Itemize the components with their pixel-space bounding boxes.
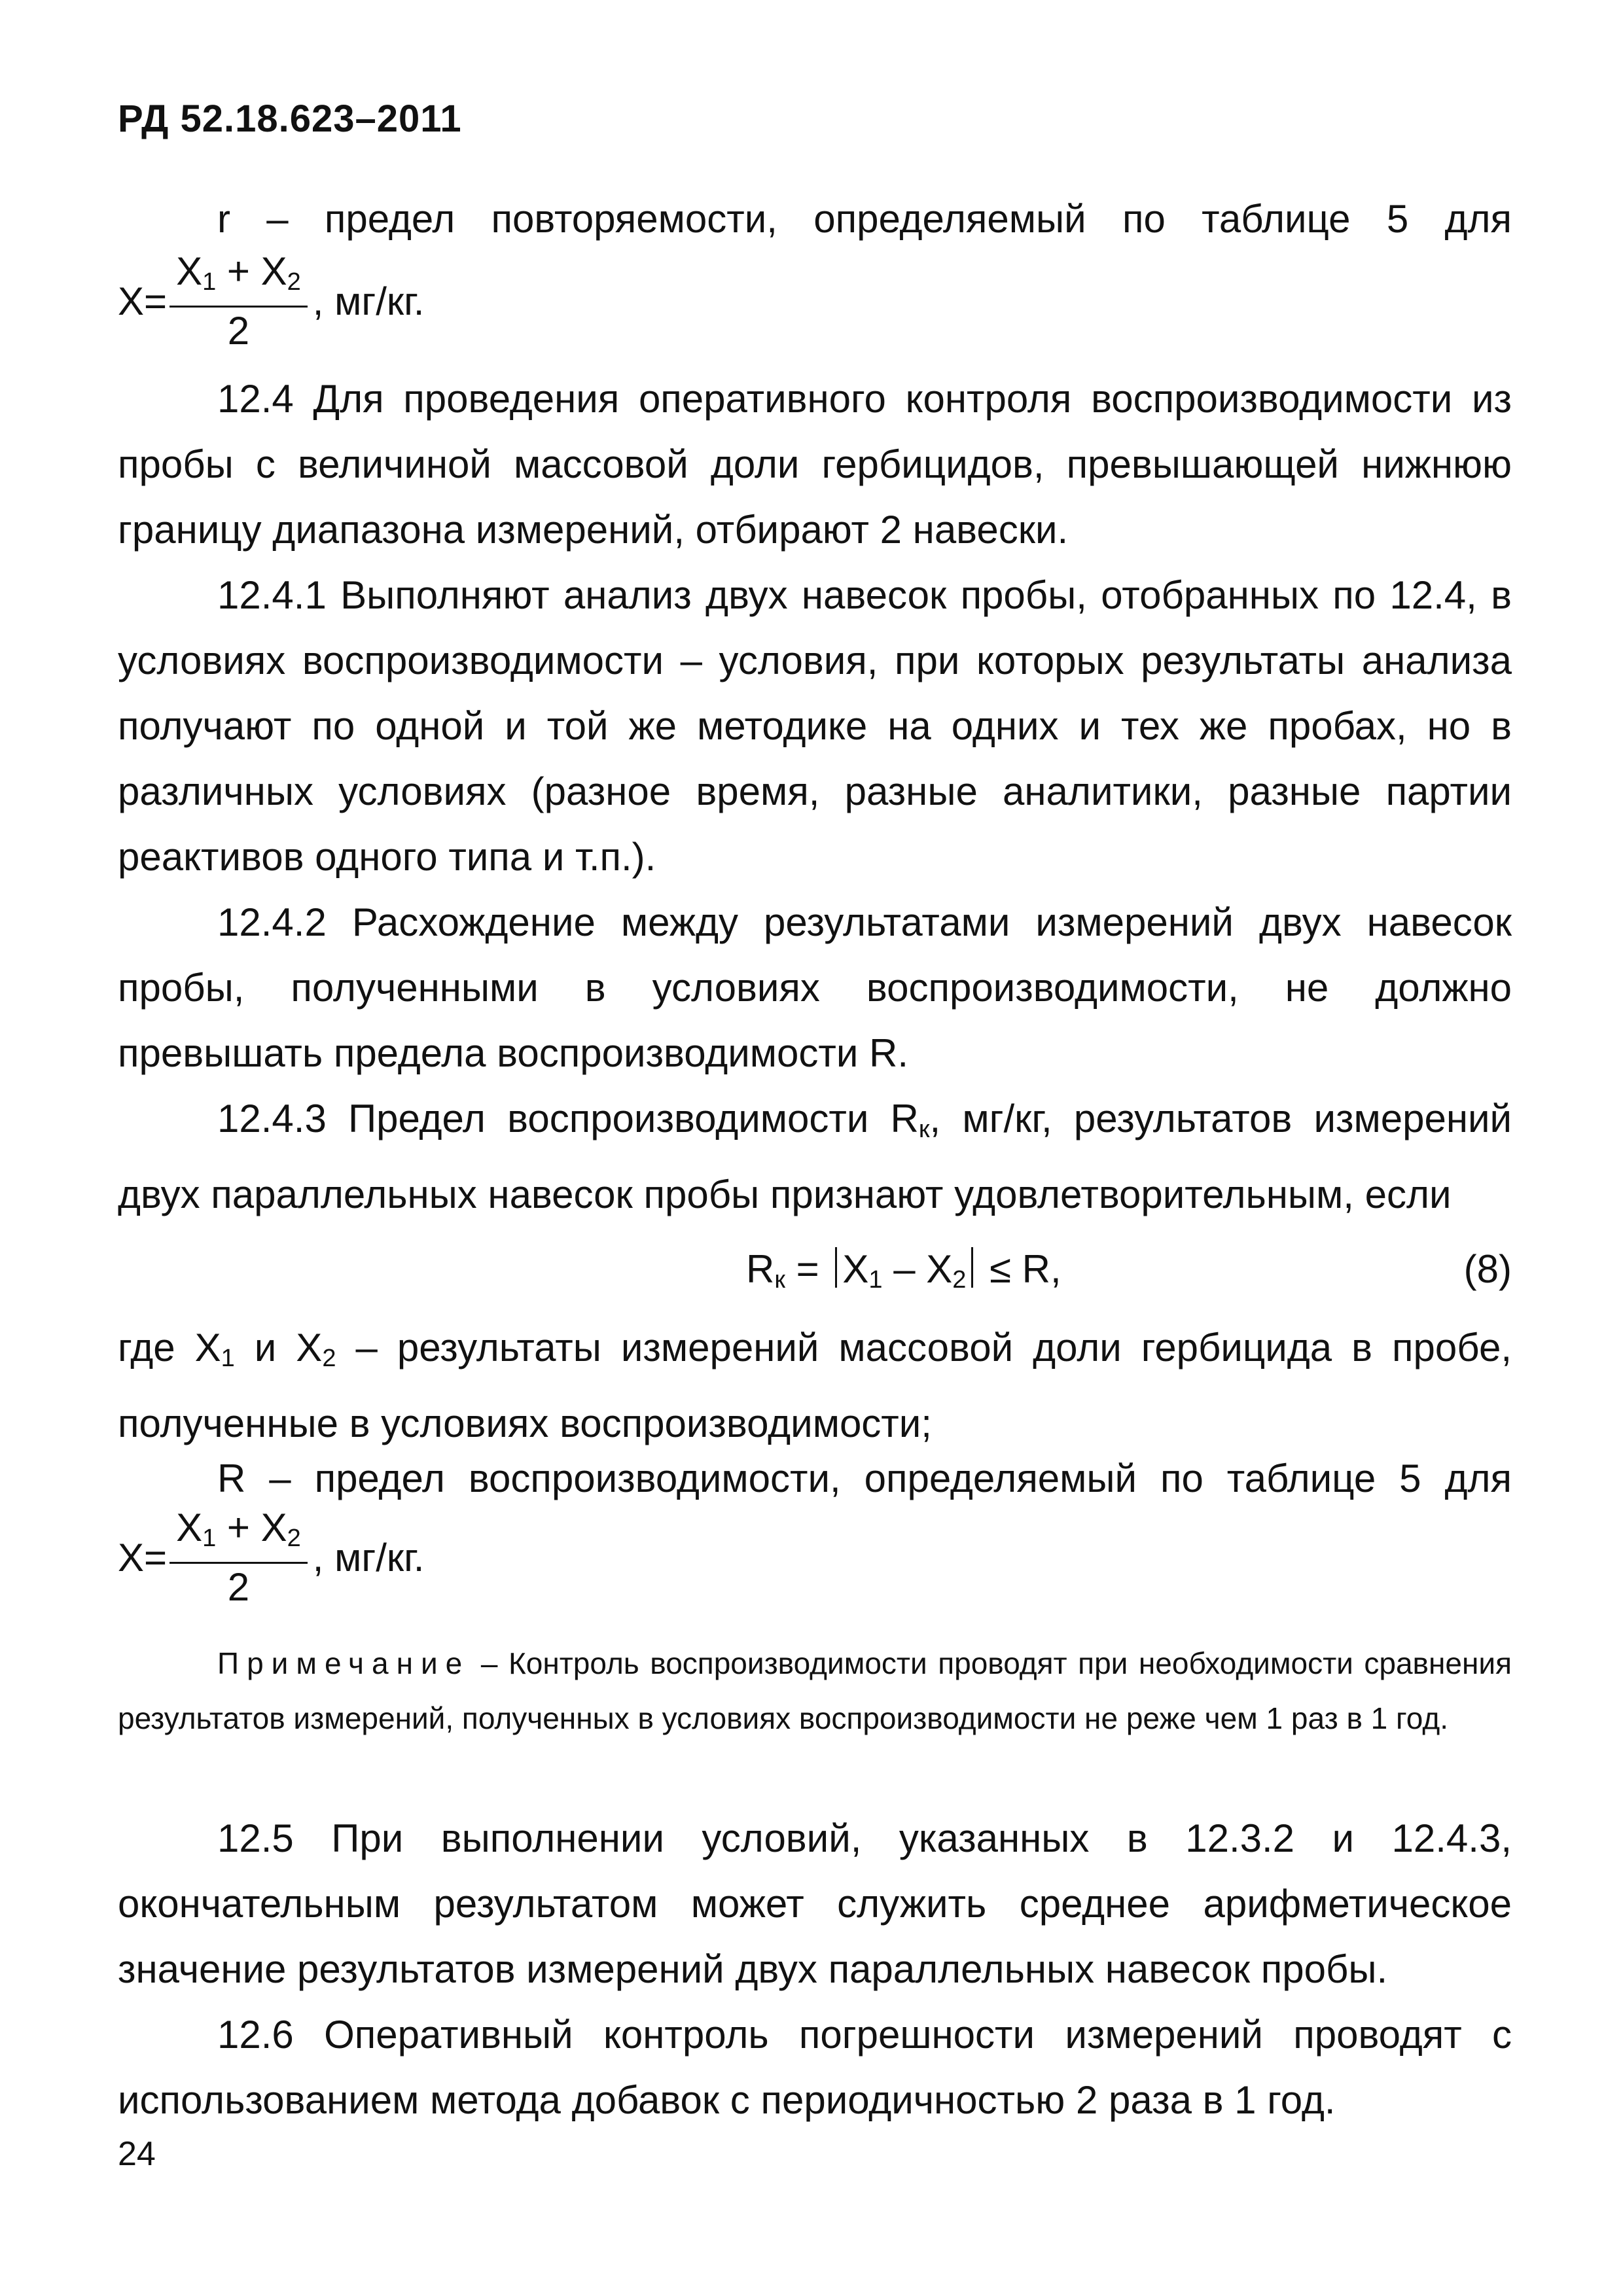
repeatability-mean-formula — [118, 249, 425, 353]
paragraph-12-4-3: 12.4.3 Предел воспроизводимости $R_к$, мг/кг, результатов измерений двух параллельных навесок пробы признают удовлетворительным, если — [118, 1097, 1512, 1216]
repeatability-limit-line: r – предел повторяемости, определяемый по таблице 5 для — [217, 197, 1512, 241]
reproducibility-mean-formula — [118, 1505, 425, 1609]
note-text: – Контроль воспроизводимости проводят при необходимости сравнения результатов измерений, полученных в условиях воспроизводимости не реже чем 1 раз в 1 год. — [118, 1646, 1512, 1735]
x-equals: X= — [118, 279, 168, 323]
abs-bar-left — [835, 1247, 837, 1288]
paragraph-12-4: 12.4 Для проведения оперативного контроля воспроизводимости из пробы с величиной массовой доли гербицидов, превышающей нижнюю границу диапазона измерений, отбирают 2 навески. — [118, 377, 1512, 552]
fraction-numerator: $X_1 + X_2$ — [169, 1507, 308, 1564]
note-block — [118, 1636, 1512, 1746]
page-number: 24 — [118, 2135, 156, 2173]
formula-8 — [118, 1237, 1512, 1302]
unit-label: , мг/кг. — [312, 279, 425, 323]
mean-fraction — [169, 251, 308, 352]
paragraph-12-6: 12.6 Оперативный контроль погрешности измерений проводят с использованием метода добавок с периодичностью 2 раза в 1 год. — [118, 2013, 1512, 2122]
formula-expression: $R_к = X_1 - X_2 \le R$, — [746, 1247, 1061, 1294]
paragraph-12-4-2: 12.4.2 Расхождение между результатами измерений двух навесок пробы, полученными в условиях воспроизводимости, не должно превышать предела воспроизводимости R. — [118, 900, 1512, 1075]
fraction-denominator: 2 — [227, 308, 250, 353]
x-equals: X= — [118, 1535, 168, 1580]
note-label: Примечание — [217, 1646, 471, 1680]
formula-number: (8) — [1463, 1247, 1512, 1291]
fraction-denominator: 2 — [227, 1564, 250, 1609]
abs-bar-right — [971, 1247, 973, 1288]
mean-fraction — [169, 1507, 308, 1608]
paragraph-12-4-1: 12.4.1 Выполняют анализ двух навесок пробы, отобранных по 12.4, в условиях воспроизводимости – условия, при которых результаты анализа получают по одной и той же методике на одних и тех же пробах, но в различных условиях (разное время, разные аналитики, разные партии реактивов одного типа и т.п.). — [118, 573, 1512, 879]
fraction-numerator: $X_1 + X_2$ — [169, 251, 308, 308]
document-code-header: РД 52.18.623–2011 — [118, 97, 462, 140]
unit-label: , мг/кг. — [312, 1535, 425, 1580]
where-clause: где $X_1$ и $X_2$ – результаты измерений массовой доли гербицида в пробе, полученные в условиях воспроизводимости; — [118, 1326, 1512, 1445]
paragraph-12-5: 12.5 При выполнении условий, указанных в 12.3.2 и 12.4.3, окончательным результатом может служить среднее арифметическое значение результатов измерений двух параллельных навесок пробы. — [118, 1816, 1512, 1991]
reproducibility-limit-line: R – предел воспроизводимости, определяемый по таблице 5 для — [217, 1457, 1512, 1500]
